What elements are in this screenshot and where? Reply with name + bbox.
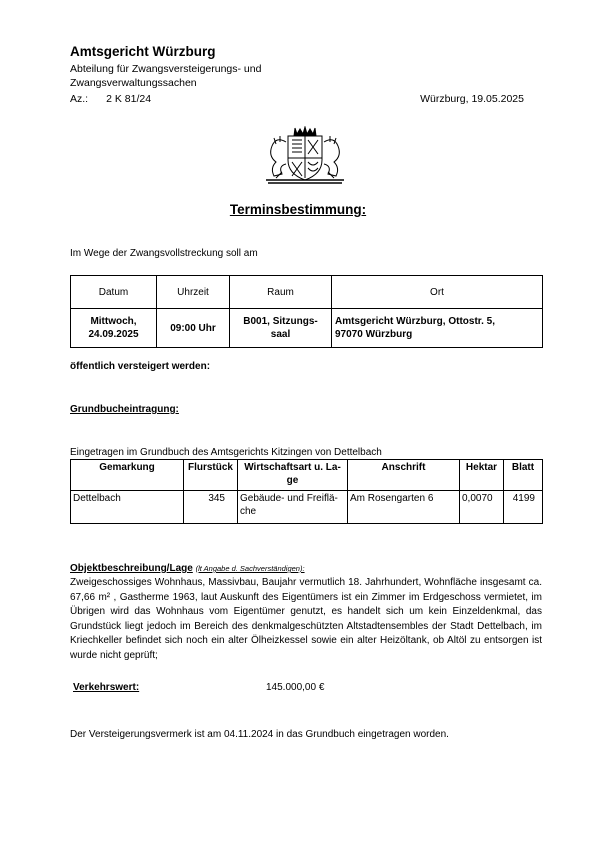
- cell-blatt: 4199: [504, 491, 543, 524]
- table-row: [71, 309, 543, 348]
- table-header-row: [71, 276, 543, 309]
- land-register-table: [70, 459, 543, 524]
- table-header-row: [71, 460, 543, 491]
- intro-text: Im Wege der Zwangsvollstreckung soll am: [70, 248, 258, 259]
- final-note: Der Versteigerungsvermerk ist am 04.11.2024 in das Grundbuch eingetragen worden.: [70, 729, 449, 740]
- az-number: 2 K 81/24: [106, 93, 152, 105]
- market-value-label: Verkehrswert:: [73, 682, 140, 693]
- cell-flurstueck: 345: [184, 491, 238, 524]
- object-note: (lt Angabe d. Sachverständigen):: [195, 564, 305, 573]
- header-ort: Ort: [332, 276, 543, 309]
- department: Abteilung für Zwangsversteigerungs- und Zwangsverwaltungssachen: [70, 63, 262, 89]
- court-name: Amtsgericht Würzburg: [70, 44, 216, 59]
- cell-anschrift: Am Rosengarten 6: [348, 491, 460, 524]
- location-line-1: Amtsgericht Würzburg, Ottostr. 5,: [335, 316, 496, 327]
- header-datum: Datum: [71, 276, 157, 309]
- appointment-location: [332, 309, 543, 348]
- header-uhrzeit: Uhrzeit: [157, 276, 230, 309]
- header-hektar: Hektar: [460, 460, 504, 491]
- land-register-title: Grundbucheintragung:: [70, 404, 179, 415]
- appointment-time: 09:00 Uhr: [157, 309, 230, 348]
- appointment-table: [70, 275, 543, 348]
- appointment-date: [71, 309, 157, 348]
- room-line-1: B001, Sitzungs-: [243, 316, 318, 327]
- cell-wirtschaftsart: Gebäude- und Freiflä-che: [238, 491, 348, 524]
- header-gemarkung: Gemarkung: [71, 460, 184, 491]
- cell-gemarkung: Dettelbach: [71, 491, 184, 524]
- object-description-title: [70, 563, 305, 574]
- location-line-2: 97070 Würzburg: [335, 329, 413, 340]
- header-blatt: Blatt: [504, 460, 543, 491]
- room-line-2: saal: [270, 329, 291, 340]
- header-flurstueck: Flurstück: [184, 460, 238, 491]
- date-line-2: 24.09.2025: [88, 329, 139, 340]
- object-title: Objektbeschreibung/Lage: [70, 563, 193, 574]
- place-date: Würzburg, 19.05.2025: [420, 93, 524, 105]
- case-number: [70, 93, 151, 105]
- market-value: 145.000,00 €: [266, 682, 325, 693]
- cell-hektar: 0,0070: [460, 491, 504, 524]
- page-title: Terminsbestimmung:: [229, 202, 367, 217]
- az-label: Az.:: [70, 93, 89, 105]
- date-line-1: Mittwoch,: [90, 316, 137, 327]
- bavarian-coat-of-arms-icon: [262, 126, 348, 184]
- table-row: [71, 491, 543, 524]
- header-raum: Raum: [230, 276, 332, 309]
- land-register-intro: Eingetragen im Grundbuch des Amtsgerichts Kitzingen von Dettelbach: [70, 447, 382, 458]
- object-description: Zweigeschossiges Wohnhaus, Massivbau, Baujahr vermutlich 18. Jahrhundert, Wohnfläche insgesamt ca. 67,66 m² , Gastherme 1963, laut Auskunft des Eigentümers ist ein Zimmer im Erdgeschoss vermietet, im Übrigen wird das Wohnhaus vom Eigentümer genutzt, es handelt sich um kein Einzeldenkmal, das Grundstück liegt jedoch im Bereich des denkmalgeschützten Altstadtensembles der Stadt Dettelbach, im Kriechkeller befindet sich noch ein alter Ölheizkessel sowie ein alter Heizöltank, ob Altöl zu entsorgen ist wurde nicht geprüft;: [70, 577, 542, 661]
- header-wirtschaftsart: Wirtschaftsart u. La-ge: [238, 460, 348, 491]
- appointment-room: [230, 309, 332, 348]
- header-anschrift: Anschrift: [348, 460, 460, 491]
- auction-text: öffentlich versteigert werden:: [70, 361, 211, 372]
